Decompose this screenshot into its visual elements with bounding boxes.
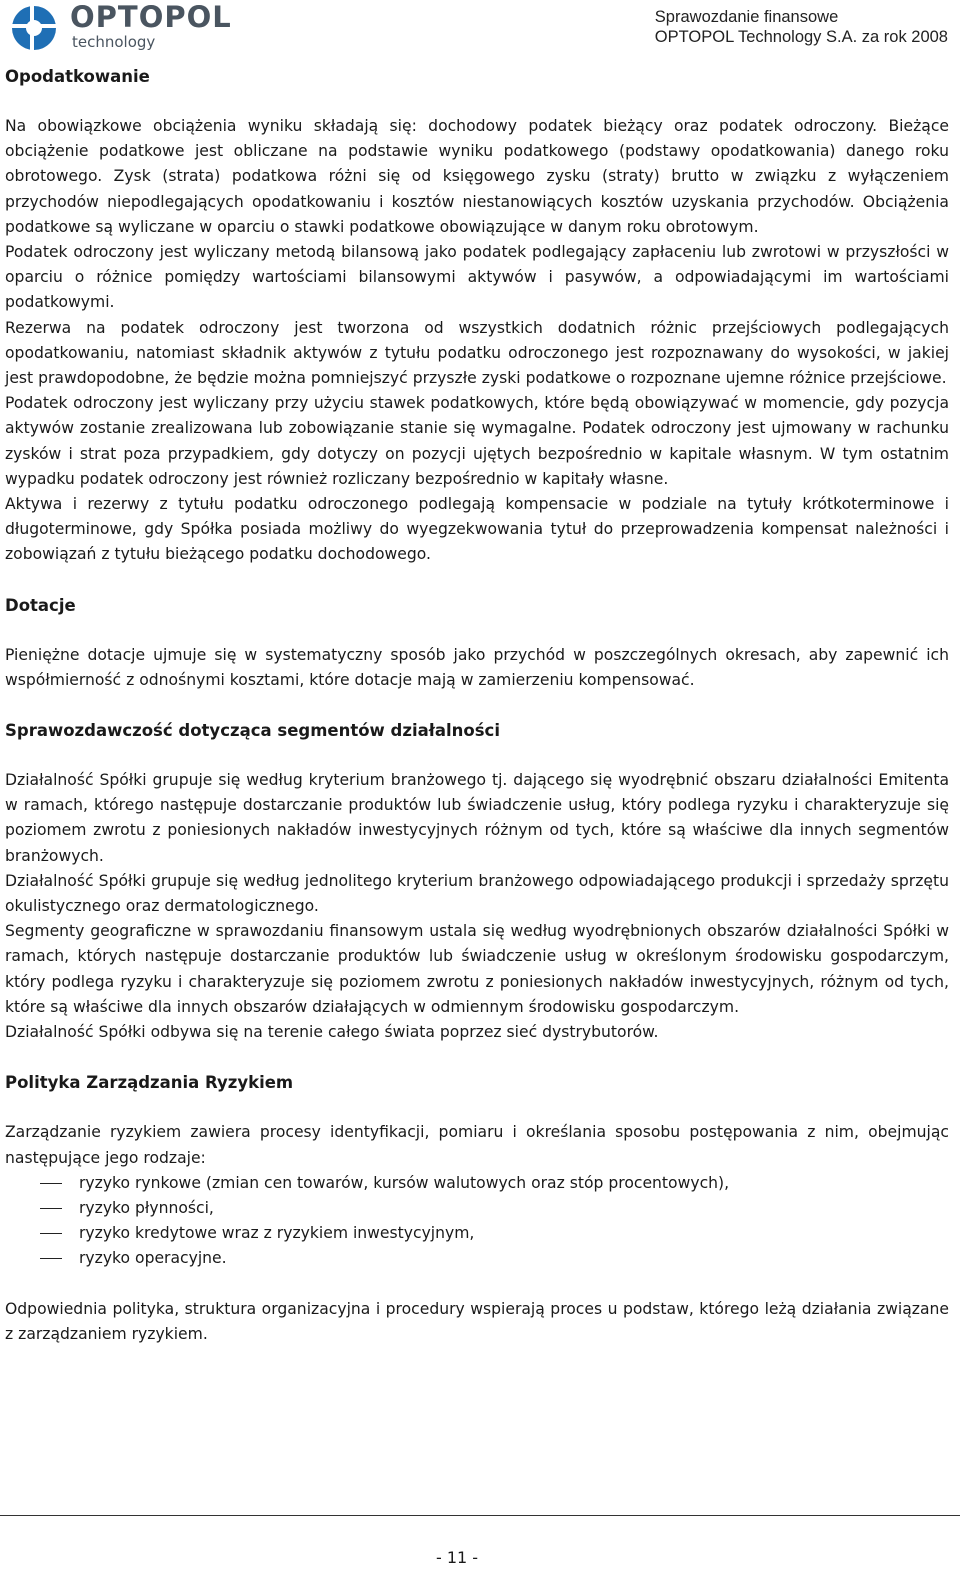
document-body bbox=[5, 64, 949, 1347]
report-title-line1: Sprawozdanie finansowe bbox=[654, 8, 839, 26]
section-heading-tax: Opodatkowanie bbox=[5, 67, 150, 86]
tax-paragraph-4: Podatek odroczony jest wyliczany przy użyciu stawek podatkowych, które będą obowiązywać w momencie, gdy pozycja aktywów zostanie zrealizowana lub zobowiązanie stanie się wymagalne. Podatek odroczony jest ujmowany w rachunku zysków i strat poza przypadkiem, gdy dotyczy on pozycji ujętych bezpośrednio w kapitale własnym. W tym ostatnim wypadku podatek odroczony jest również rozliczany bezpośrednio w kapitały własne. bbox=[5, 394, 949, 488]
logo-mark-icon bbox=[8, 4, 64, 52]
report-title-line2: OPTOPOL Technology S.A. za rok 2008 bbox=[654, 28, 948, 46]
company-logo bbox=[8, 0, 238, 52]
list-item: ryzyko rynkowe (zmian cen towarów, kursów walutowych oraz stóp procentowych), bbox=[5, 1171, 949, 1196]
segments-paragraph-4: Działalność Spółki odbywa się na terenie całego świata poprzez sieć dystrybutorów. bbox=[5, 1023, 659, 1042]
page-header bbox=[0, 0, 960, 60]
tax-paragraph-5: Aktywa i rezerwy z tytułu podatku odroczonego podlegają kompensacie w podziale na tytuły krótkoterminowe i długoterminowe, gdy Spółka posiada możliwy do wyegzekwowania tytuł do przeprowadzenia kompensat należności i zobowiązań z tytułu bieżącego podatku dochodowego. bbox=[5, 495, 949, 564]
segments-paragraph-2: Działalność Spółki grupuje się według jednolitego kryterium branżowego odpowiadającego produkcji i sprzedaży sprzętu okulistycznego oraz dermatologicznego. bbox=[5, 871, 949, 916]
logo-subtitle: technology bbox=[72, 33, 156, 51]
section-heading-grants: Dotacje bbox=[5, 595, 76, 615]
dash-bullet-icon bbox=[40, 1183, 62, 1184]
list-item: ryzyko operacyjne. bbox=[5, 1246, 949, 1271]
report-title bbox=[655, 7, 948, 47]
risk-paragraph-2: Odpowiednia polityka, struktura organizacyjna i procedury wspierają proces u podstaw, którego leżą działania związane z zarządzaniem ryzykiem. bbox=[5, 1299, 949, 1343]
footer-divider bbox=[0, 1515, 960, 1516]
page-number: - 11 - bbox=[435, 1548, 479, 1567]
tax-paragraph-3: Rezerwa na podatek odroczony jest tworzona od wszystkich dodatnich różnic przejściowych podlegających opodatkowaniu, natomiast składnik aktywów z tytułu podatku odroczonego jest rozpoznawany do wysokości, w jakiej jest prawdopodobne, że będzie można pomniejszyć przyszłe zyski podatkowe o rozpoznane ujemne różnice przejściowe. bbox=[5, 318, 949, 388]
risk-types-list bbox=[5, 1171, 949, 1272]
tax-paragraph-1: Na obowiązkowe obciążenia wyniku składają się: dochodowy podatek bieżący oraz podatek odroczony. Bieżące obciążenie podatkowe jest obliczane na podstawie wyniku podatkowego (podstawy opodatkowania) danego roku obrotowego. Zysk (strata) podatkowa różni się od księgowego zysku (straty) brutto w związku z wyłączeniem przychodów niepodlegających opodatkowaniu i kosztów niestanowiących kosztów uzyskania przychodów. Obciążenia podatkowe są wyliczane w oparciu o stawki podatkowe obowiązujące w danym roku obrotowym. bbox=[5, 117, 949, 236]
tax-paragraph-2: Podatek odroczony jest wyliczany metodą bilansową jako podatek podlegający zapłaceniu lub zwrotowi w przyszłości w oparciu o różnice pomiędzy wartościami bilansowymi aktywów i pasywów, a odpowiadającymi im wartościami podatkowymi. bbox=[5, 243, 949, 312]
section-heading-segments: Sprawozdawczość dotycząca segmentów działalności bbox=[5, 721, 500, 741]
segments-paragraph-1: Działalność Spółki grupuje się według kryterium branżowego tj. dającego się wyodrębnić obszaru działalności Emitenta w ramach, którego następuje dostarczanie produktów lub świadczenie usług, który podlega ryzyku i charakteryzuje się poziomem zwrotu z poniesionych nakładów inwestycyjnych różnym od tych, które są właściwe dla innych segmentów branżowych. bbox=[5, 771, 949, 865]
segments-paragraph-3: Segmenty geograficzne w sprawozdaniu finansowym ustala się według wyodrębnionych obszarów działalności Spółki w ramach, których następuje dostarczanie produktów lub świadczenie usług w określonym środowisku gospodarczym, który podlega ryzyku i charakteryzuje się poziomem zwrotu z poniesionych nakładów inwestycyjnych, różnym od tych, które są właściwe dla innych obszarów działających w odmiennym środowisku gospodarczym. bbox=[5, 922, 949, 1016]
risk-paragraph-1: Zarządzanie ryzykiem zawiera procesy identyfikacji, pomiaru i określania sposobu postępowania z nim, obejmując następujące jego rodzaje: bbox=[5, 1123, 949, 1167]
list-item: ryzyko płynności, bbox=[5, 1196, 949, 1221]
list-item: ryzyko kredytowe wraz z ryzykiem inwestycyjnym, bbox=[5, 1221, 949, 1246]
dash-bullet-icon bbox=[40, 1208, 62, 1209]
dash-bullet-icon bbox=[40, 1233, 62, 1234]
logo-wordmark: OPTOPOL bbox=[70, 0, 232, 34]
section-heading-risk: Polityka Zarządzania Ryzykiem bbox=[5, 1073, 294, 1093]
dash-bullet-icon bbox=[40, 1258, 62, 1259]
grants-paragraph-1: Pieniężne dotacje ujmuje się w systematyczny sposób jako przychód w poszczególnych okresach, aby zapewnić ich współmierność z odnośnymi kosztami, które dotacje mają w zamierzeniu kompensować. bbox=[5, 645, 949, 689]
